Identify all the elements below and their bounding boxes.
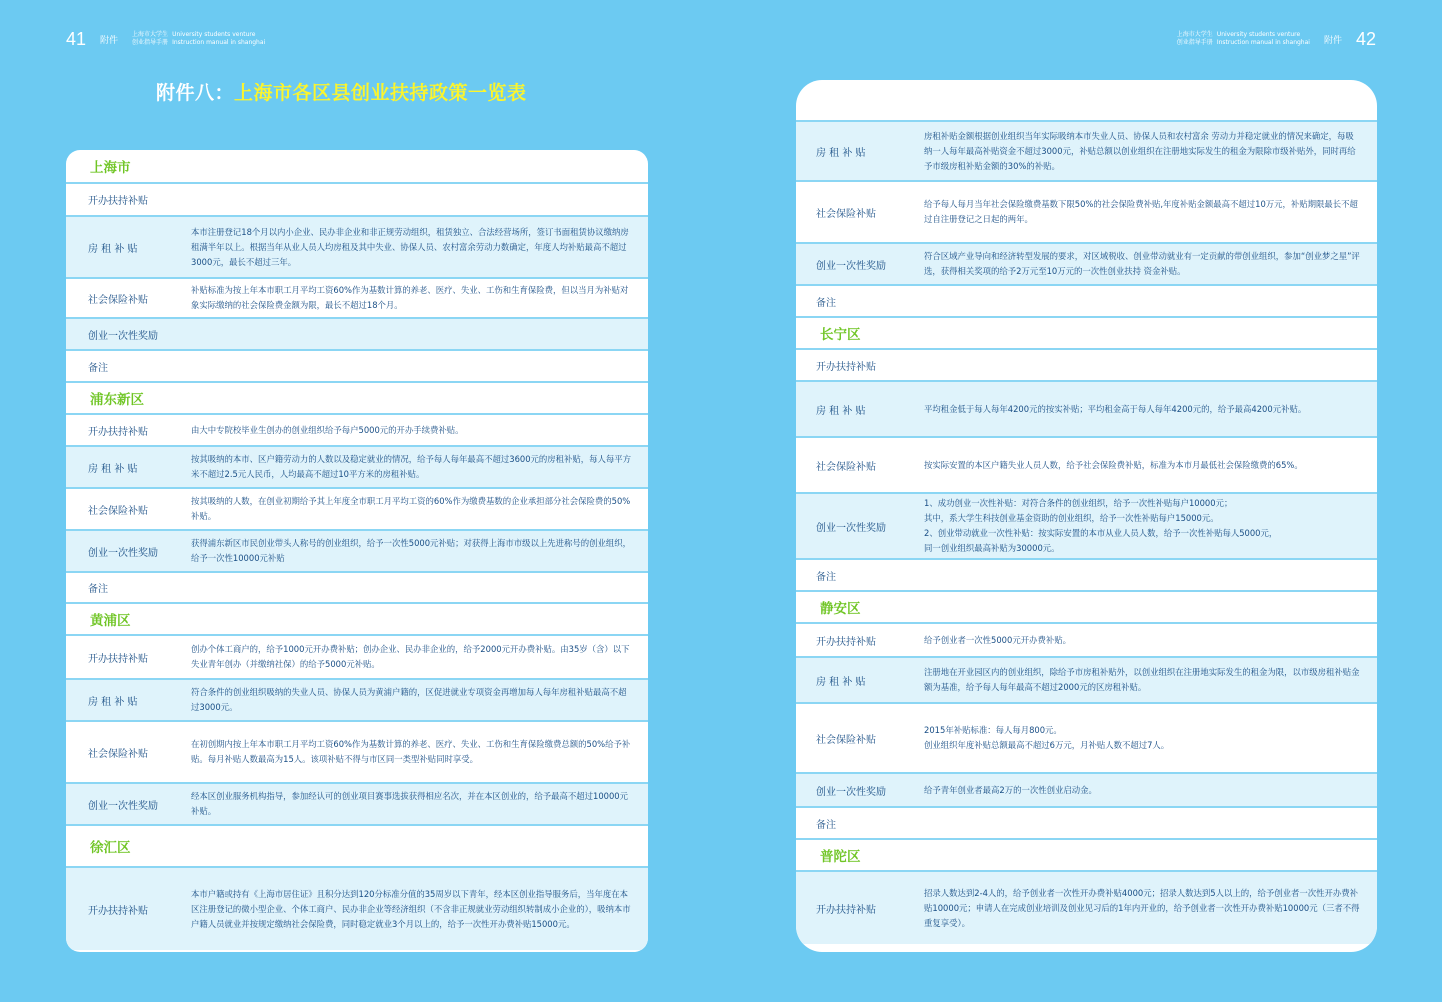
row-label: 创业一次性奖励 <box>796 774 906 806</box>
row-label: 开办扶持补贴 <box>66 184 167 215</box>
row-value <box>167 573 648 602</box>
district-name: 普陀区 <box>820 849 861 865</box>
table-row <box>796 244 1377 286</box>
table-row <box>796 560 1377 592</box>
page-number: 41 <box>66 28 87 49</box>
handbook-title-cn <box>1177 31 1213 47</box>
table-row <box>66 531 648 573</box>
section-label: 附件 <box>100 35 119 46</box>
page-title <box>156 78 527 105</box>
row-value: 招录人数达到2-4人的，给予创业者一次性开办费补贴4000元；招录人数达到5人以上的，给予创业者一次性开办费补贴10000元；申请人在完成创业培训及创业见习后的1年内开业的，给予创业者一次性开办费补贴10000元（三者不得重复享受）。 <box>906 872 1377 944</box>
row-label: 社会保险补贴 <box>66 489 167 529</box>
row-label: 房 租 补 贴 <box>66 447 167 487</box>
row-value: 按实际安置的本区户籍失业人员人数，给予社会保险费补贴，标准为本市月最低社会保险缴费的65%。 <box>924 459 1303 470</box>
row-label: 创业一次性奖励 <box>66 784 167 824</box>
district-name: 徐汇区 <box>90 840 131 856</box>
row-label: 社会保险补贴 <box>796 704 906 772</box>
row-value-line: 1、成功创业一次性补贴：对符合条件的创业组织，给予一次性补贴每户10000元； <box>924 498 1233 508</box>
table-row <box>66 680 648 722</box>
row-value: 在初创期内按上年本市职工月平均工资60%作为基数计算的养老、医疗、失业、工伤和生育保险缴费总额的50%给予补贴。每月补贴人数最高为15人。该项补贴不得与市区同一类型补贴同时享受。 <box>191 739 631 764</box>
row-label: 备注 <box>66 573 167 602</box>
row-label: 房 租 补 贴 <box>66 217 167 277</box>
district-row-putuo <box>796 840 1377 872</box>
row-value: 本市户籍或持有《上海市居住证》且积分达到120分标准分值的35周岁以下青年，经本区创业指导服务后，当年度在本区注册登记的微小型企业、个体工商户、民办非企业等经济组织（不含非正规就业劳动组织转制成小企业的），吸纳本市户籍人员就业并按规定缴纳社会保险费，同时稳定就业3个月以上的，给予一次性开办费补贴15000元。 <box>167 868 648 950</box>
handbook-title-en-line-2: Instruction manual in shanghai <box>1216 39 1310 46</box>
row-value: 补贴标准为按上年本市职工月平均工资60%作为基数计算的养老、医疗、失业、工伤和生育保险费，但以当月为补贴对象实际缴纳的社会保险费金额为限，最长不超过18个月。 <box>191 285 629 310</box>
row-value-line: 创业组织年度补贴总额最高不超过6万元，月补贴人数不超过7人。 <box>924 740 1170 750</box>
table-row <box>796 808 1377 840</box>
handbook-title-en-line-1: University students venture <box>1216 31 1301 38</box>
table-row <box>66 573 648 604</box>
table-top-band <box>796 80 1377 122</box>
table-row <box>796 658 1377 704</box>
row-value: 符合条件的创业组织吸纳的失业人员、协保人员为黄浦户籍的，区促进就业专项资金再增加每人每年房租补贴最高不超过3000元。 <box>167 680 648 720</box>
table-row <box>796 122 1377 182</box>
row-value: 获得浦东新区市民创业带头人称号的创业组织，给予一次性5000元补贴；对获得上海市市级以上先进称号的创业组织，给予一次性10000元补贴 <box>167 531 648 571</box>
table-row <box>796 624 1377 658</box>
row-value: 经本区创业服务机构指导，参加经认可的创业项目赛事选拔获得相应名次，并在本区创业的，给予最高不超过10000元补贴。 <box>167 784 648 824</box>
district-name: 静安区 <box>820 601 861 617</box>
page-number: 42 <box>1355 28 1376 49</box>
table-row <box>66 447 648 489</box>
row-label: 创业一次性奖励 <box>66 531 167 571</box>
district-row-pudong <box>66 383 648 415</box>
row-value: 按其吸纳的本市、区户籍劳动力的人数以及稳定就业的情况，给予每人每年最高不超过3600元的房租补贴，每人每平方米不超过2.5元人民币，人均最高不超过10平方米的房租补贴。 <box>167 447 648 487</box>
row-label: 备注 <box>796 286 906 316</box>
table-row <box>66 784 648 826</box>
policy-table-left <box>66 150 648 952</box>
row-label: 创业一次性奖励 <box>66 319 167 349</box>
handbook-title-en <box>1217 31 1310 47</box>
row-value: 给予每人每月当年社会保险缴费基数下限50%的社会保险费补贴,年度补贴金额最高不超过10万元，补贴期限最长不超过自注册登记之日起的两年。 <box>924 199 1358 224</box>
row-value <box>906 494 1377 558</box>
section-label: 附件 <box>1323 35 1342 46</box>
row-label: 房 租 补 贴 <box>66 680 167 720</box>
district-row-changning <box>796 318 1377 350</box>
row-label: 开办扶持补贴 <box>66 636 167 678</box>
row-label: 创业一次性奖励 <box>796 494 906 558</box>
row-label: 房 租 补 贴 <box>796 658 906 702</box>
table-row <box>66 722 648 784</box>
table-row <box>796 438 1377 494</box>
table-row <box>796 350 1377 382</box>
row-label: 社会保险补贴 <box>796 182 906 242</box>
district-name: 浦东新区 <box>90 392 144 408</box>
handbook-title-cn-line-2: 创业指导手册 <box>1176 39 1213 46</box>
table-row <box>796 382 1377 438</box>
row-label: 开办扶持补贴 <box>796 624 906 656</box>
table-row <box>66 636 648 680</box>
header-right <box>1177 26 1376 52</box>
handbook-title-cn <box>132 31 168 47</box>
row-label: 开办扶持补贴 <box>66 415 167 445</box>
row-value <box>906 704 1377 772</box>
row-value <box>906 286 1377 316</box>
row-value <box>906 350 1377 380</box>
table-row <box>66 217 648 279</box>
table-row <box>66 279 648 319</box>
row-value <box>167 184 648 215</box>
district-row-xuhui <box>66 826 648 868</box>
row-label: 开办扶持补贴 <box>66 868 167 950</box>
row-value <box>906 808 1377 838</box>
row-value <box>906 560 1377 590</box>
header-left <box>66 26 265 52</box>
handbook-title-en-line-1: University students venture <box>172 31 256 38</box>
row-value: 按其吸纳的人数，在创业初期给予其上年度全市职工月平均工资的60%作为缴费基数的企业承担部分社会保险费的50%补贴。 <box>191 496 631 521</box>
row-label: 开办扶持补贴 <box>796 872 906 944</box>
district-row-huangpu <box>66 604 648 636</box>
row-value-line: 其中，系大学生科技创业基金资助的创业组织，给予一次性补贴每户15000元。 <box>924 513 1219 523</box>
row-value-line: 2、创业带动就业一次性补贴：按实际安置的本市从业人员人数，给予一次性补贴每人5000元， <box>924 528 1278 538</box>
row-label: 社会保险补贴 <box>796 438 906 492</box>
row-value: 创办个体工商户的，给予1000元开办费补贴；创办企业、民办非企业的，给予2000元开办费补贴。由35岁（含）以下失业青年创办（并缴纳社保）的给予5000元补贴。 <box>191 644 630 669</box>
row-label: 创业一次性奖励 <box>796 244 906 284</box>
district-name: 长宁区 <box>820 327 861 343</box>
row-value <box>167 351 648 381</box>
row-value: 平均租金低于每人每年4200元的按实补贴；平均租金高于每人每年4200元的，给予最高4200元补贴。 <box>906 382 1377 436</box>
handbook-title-cn-line-1: 上海市大学生 <box>1176 31 1213 38</box>
district-name: 黄浦区 <box>90 613 131 629</box>
row-value: 给予青年创业者最高2万的一次性创业启动金。 <box>906 774 1377 806</box>
table-row <box>66 319 648 351</box>
handbook-title-cn-line-2: 创业指导手册 <box>132 39 169 46</box>
title-main: 上海市各区县创业扶持政策一览表 <box>234 82 527 104</box>
table-row <box>66 184 648 217</box>
row-value: 符合区域产业导向和经济转型发展的要求，对区域税收、创业带动就业有一定贡献的带创业组织，参加“创业梦之星”评选，获得相关奖项的给予2万元至10万元的一次性创业扶持 资金补贴。 <box>906 244 1377 284</box>
table-row <box>796 286 1377 318</box>
row-label: 备注 <box>796 560 906 590</box>
row-label: 备注 <box>796 808 906 838</box>
handbook-title-en <box>172 31 265 47</box>
row-value-line: 同一创业组织最高补贴为30000元。 <box>924 543 1060 553</box>
row-value: 本市注册登记18个月以内小企业、民办非企业和非正规劳动组织，租赁独立、合法经营场所，签订书面租赁协议缴纳房租满半年以上。根据当年从业人员人均房租及其中失业、协保人员、农村富余劳动力数确定，年度人均补贴最高不超过3000元，最长不超过三年。 <box>167 217 648 277</box>
row-value-line: 2015年补贴标准：每人每月800元。 <box>924 725 1062 735</box>
title-prefix: 附件八： <box>156 82 235 104</box>
row-label: 社会保险补贴 <box>66 722 167 782</box>
table-row <box>796 704 1377 774</box>
row-value: 给予创业者一次性5000元开办费补贴。 <box>924 634 1071 645</box>
row-label: 房 租 补 贴 <box>796 122 906 180</box>
table-row <box>66 868 648 950</box>
district-name: 上海市 <box>90 160 131 176</box>
table-row <box>796 494 1377 560</box>
table-row <box>66 351 648 383</box>
row-value: 由大中专院校毕业生创办的创业组织给予每户5000元的开办手续费补贴。 <box>191 424 464 435</box>
row-label: 房 租 补 贴 <box>796 382 906 436</box>
row-label: 社会保险补贴 <box>66 279 167 317</box>
handbook-title-cn-line-1: 上海市大学生 <box>132 31 169 38</box>
table-row <box>66 415 648 447</box>
row-value: 注册地在开业园区内的创业组织，除给予市房租补贴外，以创业组织在注册地实际发生的租金为限，以市级房租补贴金额为基准，给予每人每年最高不超过2000元的区房租补贴。 <box>906 658 1377 702</box>
row-value: 房租补贴金额根据创业组织当年实际吸纳本市失业人员、协保人员和农村富余 劳动力并稳定就业的情况来确定，每吸纳一人每年最高补贴资金不超过3000元，补贴总额以创业组织在注册地实际发生的租金为限除市级补贴外，同时再给予市级房租补贴金额的30%的补贴。 <box>906 122 1377 180</box>
handbook-title-en-line-2: Instruction manual in shanghai <box>172 39 266 46</box>
table-row <box>796 774 1377 808</box>
policy-table-right <box>796 80 1377 952</box>
table-row <box>796 872 1377 944</box>
district-row-shanghai <box>66 150 648 184</box>
table-row <box>796 182 1377 244</box>
row-label: 开办扶持补贴 <box>796 350 906 380</box>
row-label: 备注 <box>66 351 167 381</box>
table-row <box>66 489 648 531</box>
district-row-jingan <box>796 592 1377 624</box>
row-value <box>167 319 648 349</box>
